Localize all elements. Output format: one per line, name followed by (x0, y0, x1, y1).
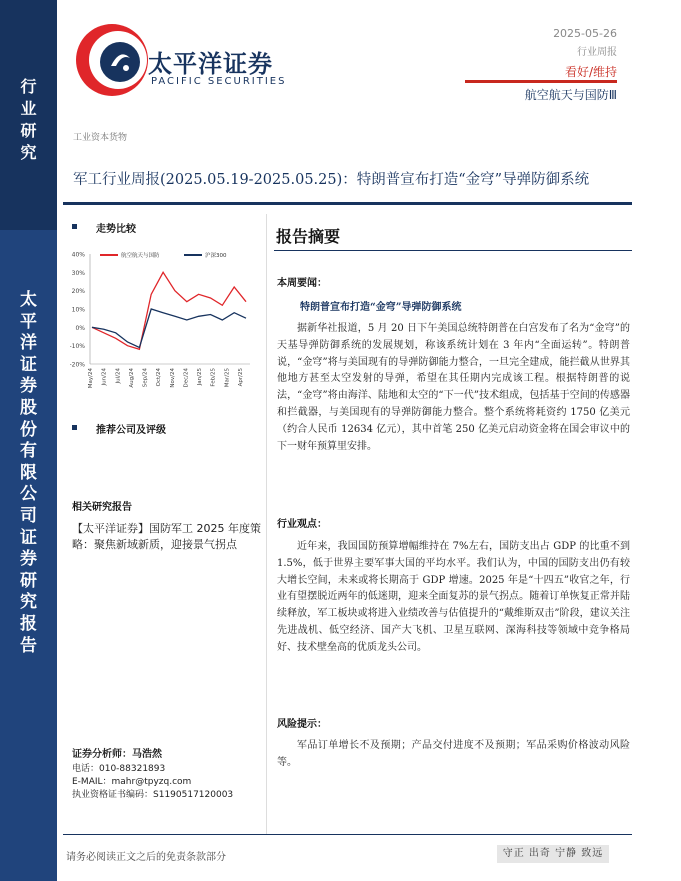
legend-label: 沪深300 (205, 253, 227, 259)
sidebar-glyph: 证 (20, 527, 37, 548)
related-report-link[interactable]: 【太平洋证券】国防军工 2025 年度策略：聚焦新域新质，迎接景气拐点 (72, 522, 261, 551)
x-tick-label: Mar/25 (224, 368, 231, 388)
footer-disclaimer: 请务必阅读正文之后的免责条款部分 (66, 852, 226, 863)
title-divider (63, 202, 632, 205)
sidebar-glyph: 究 (20, 592, 37, 613)
sidebar-glyph: 告 (20, 635, 37, 656)
sidebar-glyph: 平 (20, 311, 37, 332)
sidebar-glyph: 行 (20, 77, 37, 96)
x-tick-label: Sep/24 (142, 368, 149, 388)
rating-label: 看好/维持 (564, 65, 617, 79)
footer-divider (63, 834, 632, 835)
sidebar-glyph: 证 (20, 354, 37, 375)
report-title: 军工行业周报(2025.05.19-2025.05.25)：特朗普宣布打造“金穹”导弹防御系统 (73, 172, 590, 188)
x-tick-label: Dec/24 (183, 368, 190, 388)
sidebar-glyph: 报 (20, 613, 37, 634)
sidebar-top-band (0, 0, 57, 230)
x-tick-label: May/24 (88, 368, 94, 389)
x-tick-label: Jul/24 (115, 368, 122, 384)
risk-heading: 风险提示： (277, 719, 327, 730)
sidebar-company-label (0, 290, 57, 657)
analyst-email[interactable]: E-MAIL：mahr@tpyzq.com (72, 777, 192, 787)
summary-title: 报告摘要 (276, 227, 341, 246)
header-red-divider (465, 80, 617, 83)
sidebar-glyph: 股 (20, 397, 37, 418)
analyst-phone: 电话：010-88321893 (72, 764, 166, 774)
view-paragraph: 近年来，我国国防预算增幅维持在 7%左右，国防支出占 GDP 的比重不到 1.5%，低于世界主要军事大国的平均水平。我们认为，中国的国防支出仍有较大增长空间，未来或将长期高于 GDP 增速。2025 年是“十四五”收官之年，行业有望摆脱近两年的低迷期，迎来全面复苏的景气拐点。随着订单恢复正常并陆续释放，军工板块或将进入业绩改善与估值提升的“戴维斯双击”阶段，建议关注先进战机、低空经济、国产大飞机、卫星互联网、深海科技等领域中竞争格局好、技术壁垒高的优质龙头公司。 (277, 541, 630, 653)
y-tick-label: 0% (75, 324, 85, 332)
trend-chart-svg (70, 246, 255, 394)
sidebar-glyph: 券 (20, 549, 37, 570)
y-tick-label: -20% (70, 361, 85, 369)
x-tick-label: Jun/24 (101, 368, 108, 386)
sidebar-glyph: 研 (20, 570, 37, 591)
x-tick-label: Oct/24 (156, 368, 163, 387)
summary-divider (274, 250, 632, 251)
news-paragraph: 据新华社报道，5 月 20 日下午美国总统特朗普在白宫发布了名为“金穹”的天基导弹防御系统的发展规划，称该系统计划在 3 年内“全面运转”。特朗普说，“金穹”将与美国现有的导弹防御能力整合，一旦完全建成，能拦截从世界其他地方甚至太空发射的导弹，希望在其任期内完成该工程。根据特朗普的说法，“金穹”将由海洋、陆地和太空的“下一代”技术组成，包括基于空间的传感器和拦截器，与美国现有的导弹防御能力整合。整个系统将耗资约 1750 亿美元（约合人民币 12634 亿元），其中首笔 250 亿美元启动资金将在国会审议中的下一财年预算里安排。 (277, 323, 630, 452)
sidebar-category-label (0, 76, 57, 164)
y-tick-label: -10% (70, 343, 85, 351)
series-line-0 (92, 272, 246, 349)
column-divider (266, 214, 267, 834)
y-tick-label: 10% (71, 306, 85, 314)
x-tick-label: Jan/25 (197, 368, 204, 386)
sector-label: 航空航天与国防Ⅲ (524, 88, 617, 102)
sidebar-glyph: 有 (20, 441, 37, 462)
y-tick-label: 30% (71, 269, 85, 277)
sidebar-glyph: 洋 (20, 333, 37, 354)
logo-name-cn: 太平洋证券 (148, 50, 273, 78)
section-bullet (72, 224, 77, 229)
recommend-heading: 推荐公司及评级 (96, 425, 166, 436)
sidebar-glyph: 券 (20, 376, 37, 397)
x-tick-label: Nov/24 (169, 368, 176, 388)
trend-heading: 走势比较 (96, 224, 136, 235)
legend-label: 航空航天与国防 (121, 253, 160, 259)
sidebar-glyph: 究 (20, 143, 37, 162)
logo-name-en: PACIFIC SECURITIES (151, 76, 287, 87)
analyst-certificate: 执业资格证书编码：S1190517120003 (72, 790, 234, 800)
sidebar-bottom-band (0, 230, 57, 881)
sidebar-glyph: 公 (20, 484, 37, 505)
view-heading: 行业观点： (277, 519, 327, 530)
report-type: 行业周报 (577, 47, 617, 58)
sidebar-glyph: 限 (20, 462, 37, 483)
report-date: 2025-05-26 (553, 27, 617, 40)
x-tick-label: Aug/24 (128, 368, 135, 388)
breadcrumb: 工业资本货物 (73, 133, 128, 143)
trend-chart (70, 246, 255, 394)
series-line-1 (92, 309, 246, 348)
analyst-name: 证券分析师：马浩然 (72, 749, 162, 760)
sidebar-glyph: 司 (20, 505, 37, 526)
sidebar (0, 0, 57, 881)
related-heading: 相关研究报告 (72, 502, 132, 513)
x-tick-label: Feb/25 (210, 368, 217, 387)
x-tick-label: Apr/25 (238, 368, 244, 387)
news-heading: 本周要闻： (277, 278, 327, 289)
footer-motto: 守正 出奇 宁静 致远 (497, 845, 609, 863)
sidebar-glyph: 份 (20, 419, 37, 440)
sidebar-glyph: 研 (20, 121, 37, 140)
news-subheading: 特朗普宣布打造“金穹”导弹防御系统 (300, 302, 462, 313)
y-tick-label: 20% (71, 288, 85, 296)
section-bullet (72, 425, 77, 430)
y-tick-label: 40% (71, 251, 85, 259)
sidebar-glyph: 业 (20, 99, 37, 118)
risk-paragraph: 军品订单增长不及预期；产品交付进度不及预期；军品采购价格波动风险等。 (277, 740, 630, 768)
sidebar-glyph: 太 (20, 290, 37, 310)
